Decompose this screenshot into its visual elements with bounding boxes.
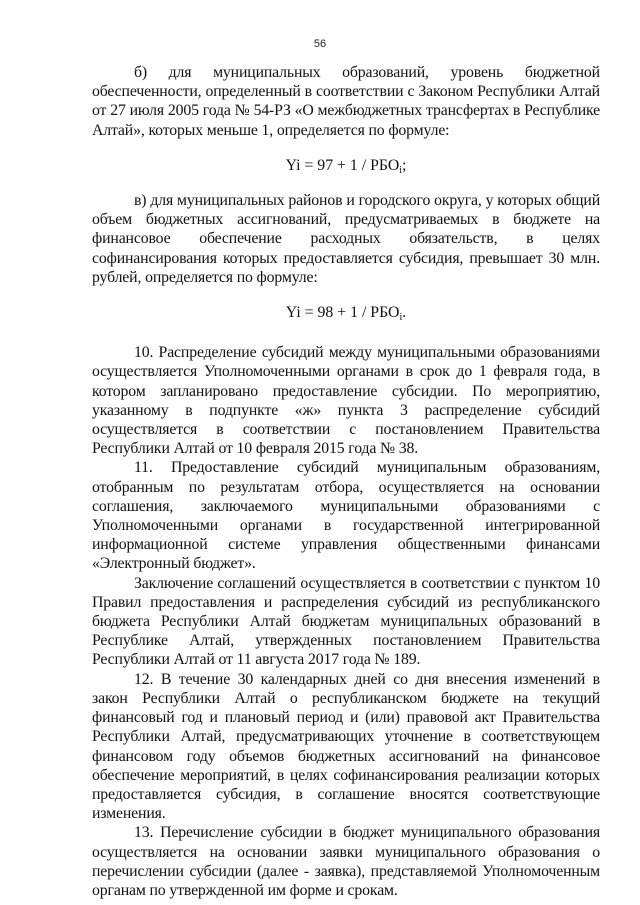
paragraph-item-10: 10. Распределение субсидий между муниципальными образованиями осуществляется Уполномоченными органами в срок до 1 февраля года, в котором запланировано предоставление субсидии. По мероприятию, указанному в подпункте «ж» пункта 3 распределение субсидий осуществляется в соответствии с постановлением Правительства Республики Алтай от 10 февраля 2015 года № 38. xyxy=(92,344,600,458)
formula-v-main: Yi = 98 + 1 / РБО xyxy=(285,304,400,322)
paragraph-item-11: 11. Предоставление субсидий муниципальным образованиям, отобранным по результатам отбора, осуществляется на основании соглашения, заключаемого муниципальными образованиями с Уполномоченными органами в государственной интегрированной информационной системе управления общественными финансами «Электронный бюджет». xyxy=(92,459,600,573)
formula-b-end: ; xyxy=(402,156,407,174)
paragraph-item-12: 12. В течение 30 календарных дней со дня внесения изменений в закон Республики Алтай о республиканском бюджете на текущий финансовый год и плановый период и (или) правовой акт Правительства Республики Алтай, предусматривающих уточнение в соответствующем финансовом году объемов бюджетных ассигнований на финансовое обеспечение мероприятий, в целях софинансирования реализации которых предоставляется субсидия, в соглашение вносятся соответствующие изменения. xyxy=(92,670,600,823)
formula-v xyxy=(92,303,600,322)
paragraph-item-v: в) для муниципальных районов и городского округа, у которых общий объем бюджетных ассигнований, предусматриваемых в бюджете на финансовое обеспечение расходных обязательств, в целях софинансирования которых предоставляется субсидия, превышает 30 млн. рублей, определяется по формуле: xyxy=(92,192,600,286)
paragraph-item-13: 13. Перечисление субсидии в бюджет муниципального образования осуществляется на основании заявки муниципального образования о перечислении субсидии (далее - заявка), представляемой Уполномоченным органам по утвержденной им форме и срокам. xyxy=(92,824,600,899)
formula-b-subscript: i xyxy=(399,164,403,176)
document-body xyxy=(92,63,600,900)
formula-v-subscript: i xyxy=(399,312,403,324)
formula-v-end: . xyxy=(402,304,407,322)
page-number: 56 xyxy=(313,38,327,50)
paragraph-item-b: б) для муниципальных образований, уровень бюджетной обеспеченности, определенный в соответствии с Законом Республики Алтай от 27 июля 2005 года № 54-РЗ «О межбюджетных трансфертах в Республике Алтай», которых меньше 1, определяется по формуле: xyxy=(92,64,600,139)
paragraph-conclusion: Заключение соглашений осуществляется в соответствии с пунктом 10 Правил предоставления и распределения субсидий из республиканского бюджета Республики Алтай бюджетам муниципальных образований в Республике Алтай, утвержденных постановлением Правительства Республики Алтай от 11 августа 2017 года № 189. xyxy=(92,574,600,669)
formula-b xyxy=(92,156,600,175)
formula-b-main: Yi = 97 + 1 / РБО xyxy=(285,156,400,174)
